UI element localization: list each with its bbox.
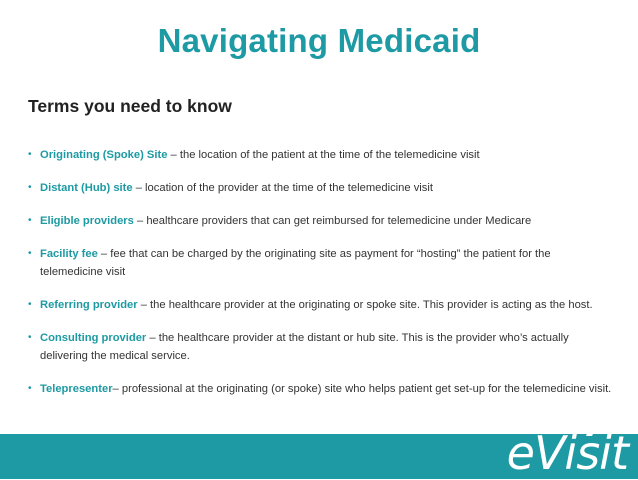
term-name: Eligible providers: [40, 215, 134, 227]
bullet-icon: •: [28, 299, 32, 310]
bullet-icon: •: [28, 248, 32, 259]
term-item: [28, 212, 613, 230]
bullet-icon: •: [28, 149, 32, 160]
term-item: [28, 380, 613, 398]
term-description: – location of the provider at the time of the telemedicine visit: [132, 182, 433, 194]
term-item: [28, 179, 613, 197]
slide-title: Navigating Medicaid: [157, 22, 481, 59]
term-name: Facility fee: [40, 248, 98, 260]
term-description: – professional at the originating (or spoke) site who helps patient get set-up for the telemedicine visit.: [112, 383, 612, 395]
term-item: [28, 329, 613, 365]
logo-text: eVisit: [506, 426, 628, 480]
logo-swoosh-icon: [582, 412, 622, 438]
bullet-icon: •: [28, 383, 32, 394]
term-item: [28, 296, 613, 314]
term-description: – the location of the patient at the time of the telemedicine visit: [167, 149, 480, 161]
term-name: Telepresenter: [40, 383, 113, 395]
bullet-icon: •: [28, 332, 32, 343]
term-name: Distant (Hub) site: [40, 182, 133, 194]
term-description: – fee that can be charged by the originating site as payment for “hosting” the patient for the telemedicine visit: [40, 248, 551, 278]
term-description: – healthcare providers that can get reimbursed for telemedicine under Medicare: [133, 215, 532, 227]
evisit-logo: [506, 412, 628, 480]
slide-subtitle: Terms you need to know: [28, 96, 232, 116]
term-item: [28, 146, 613, 164]
bullet-icon: •: [28, 182, 32, 193]
term-name: Consulting provider: [40, 332, 147, 344]
terms-list: [28, 146, 613, 398]
term-item: [28, 245, 613, 281]
term-description: – the healthcare provider at the distant or hub site. This is the provider who’s actually delivering the medical service.: [40, 332, 569, 362]
term-name: Originating (Spoke) Site: [40, 149, 168, 161]
term-name: Referring provider: [40, 299, 138, 311]
term-description: – the healthcare provider at the originating or spoke site. This provider is acting as the host.: [137, 299, 593, 311]
bullet-icon: •: [28, 215, 32, 226]
